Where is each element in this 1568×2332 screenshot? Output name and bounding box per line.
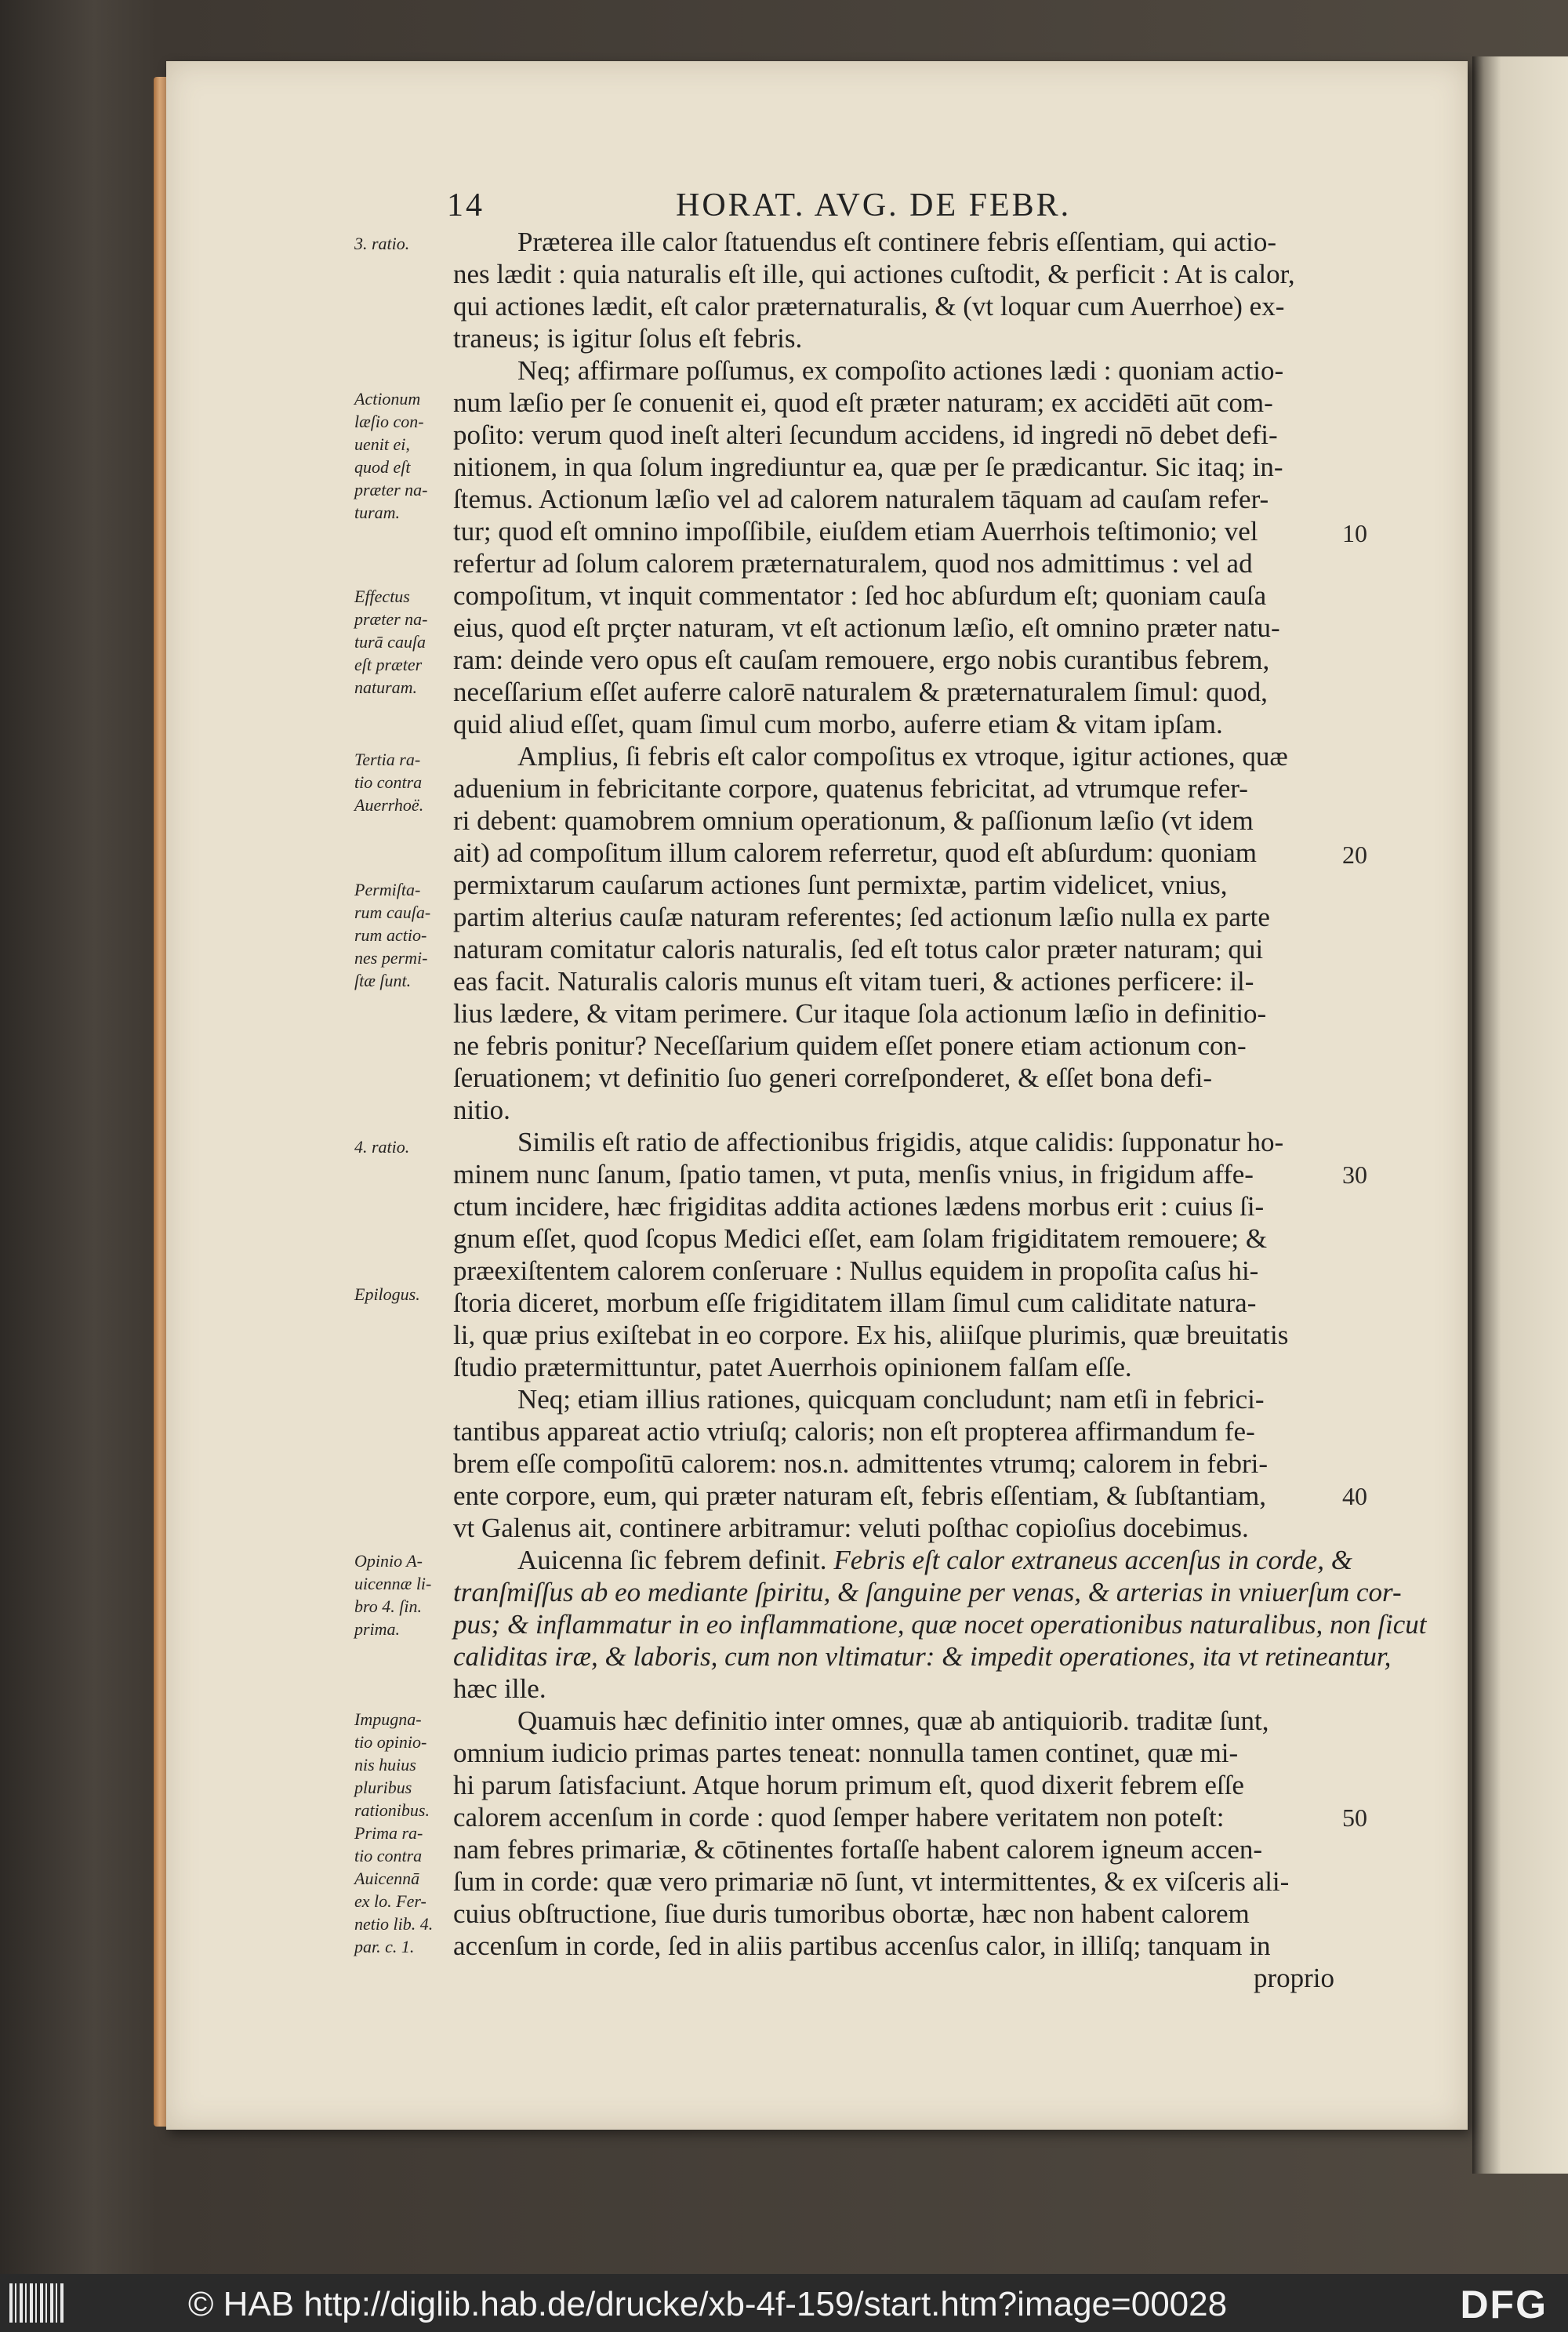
marginal-note-line: Opinio A- <box>354 1551 423 1571</box>
text-line-roman: aduenium in febricitante corpore, quatenus febricitat, ad vtrumque refer- <box>453 773 1248 804</box>
text-line <box>453 1255 1334 1287</box>
text-line <box>453 1319 1334 1351</box>
text-line <box>453 1158 1334 1190</box>
text-line <box>453 1094 1334 1126</box>
text-line <box>453 387 1334 419</box>
text-line-roman: ſtoria diceret, morbum eſſe frigiditatem illam ſimul cum caliditate natura- <box>453 1288 1257 1318</box>
text-line-roman: permixtarum cauſarum actiones ſunt permixtæ, partim videlicet, vnius, <box>453 870 1228 900</box>
text-line <box>453 1126 1334 1158</box>
marginal-note-line: Impugna- <box>354 1709 422 1729</box>
text-line-roman: hæc ille. <box>453 1673 546 1704</box>
text-line <box>453 1576 1402 1608</box>
text-line <box>453 354 1334 387</box>
text-line <box>453 708 1334 740</box>
text-line <box>453 1351 1334 1383</box>
marginal-note-line: tio contra <box>354 772 423 792</box>
text-line <box>453 676 1334 708</box>
marginal-note <box>354 387 447 524</box>
text-line <box>453 805 1334 837</box>
marginal-note-line: rationibus. <box>354 1800 430 1820</box>
text-line-roman: ente corpore, eum, qui præter naturam eſt, febris eſſentiam, & ſubſtantiam, <box>453 1480 1267 1511</box>
marginal-note <box>354 1549 447 1640</box>
text-line-italic: caliditas iræ, & laboris, cum non vltimatur: & impedit operationes, ita vt retineantur, <box>453 1641 1392 1672</box>
text-line-roman: omnium iudicio primas partes teneat: nonnulla tamen continet, quæ mi- <box>453 1738 1239 1768</box>
marginal-note <box>354 748 447 816</box>
text-line <box>453 515 1334 547</box>
marginal-note-line: turam. <box>354 503 401 522</box>
text-line <box>453 1608 1427 1640</box>
marginal-note-line: Effectus <box>354 587 410 606</box>
text-line-roman: ne febris ponitur? Neceſſarium quidem eſſet ponere etiam actionum con- <box>453 1030 1247 1061</box>
text-line <box>453 1833 1334 1865</box>
text-line <box>453 1480 1334 1512</box>
text-line <box>453 451 1334 483</box>
page-number: 14 <box>447 187 485 223</box>
marginal-note-line: naturam. <box>354 677 418 697</box>
text-line <box>453 1769 1334 1801</box>
marginal-note <box>354 1283 447 1306</box>
marginal-note <box>354 1708 447 1958</box>
marginal-note <box>354 585 447 699</box>
text-line-roman: proprio <box>1253 1963 1334 1993</box>
text-line <box>453 1512 1334 1544</box>
text-line-roman: ri debent: quamobrem omnium operationum, & paſſionum læſio (vt idem <box>453 805 1254 836</box>
text-line <box>453 579 1334 612</box>
marginal-note-line: 3. ratio. <box>354 234 410 253</box>
dfg-logo: DFG <box>1460 2283 1548 2327</box>
text-line-roman: nitio. <box>453 1095 510 1125</box>
text-line <box>453 1962 1334 1994</box>
marginal-note-line: bro 4. ſin. <box>354 1596 422 1616</box>
text-line <box>453 258 1334 290</box>
marginal-note-line: ex lo. Fer- <box>354 1891 426 1911</box>
text-line-roman: calorem accenſum in corde : quod ſemper habere veritatem non poteſt: <box>453 1802 1225 1833</box>
marginal-note-line: nes permi- <box>354 948 428 968</box>
text-line-roman: cuius obſtructione, ſiue duris tumoribus obortæ, hæc non habent calorem <box>453 1898 1250 1929</box>
text-line <box>453 772 1334 805</box>
text-line-roman: Neq; etiam illius rationes, quicquam concludunt; nam etſi in febrici- <box>517 1384 1265 1415</box>
text-line-italic: tranſmiſſus ab eo mediante ſpiritu, & ſanguine per venas, & arterias in vniuerſum cor- <box>453 1577 1402 1607</box>
text-line <box>453 483 1334 515</box>
text-line-roman: minem nunc ſanum, ſpatio tamen, vt puta, menſis vnius, in frigidum affe- <box>453 1159 1254 1190</box>
text-line-roman: eas facit. Naturalis caloris munus eſt vitam tueri, & actiones perficere: il- <box>453 966 1254 997</box>
text-line-roman: partim alterius cauſæ naturam referentes; ſed actionum læſio nulla ex parte <box>453 902 1270 932</box>
text-line-roman: vt Galenus ait, continere arbitramur: veluti poſthac copioſius docebimus. <box>453 1513 1249 1543</box>
copyright-url[interactable]: © HAB http://diglib.hab.de/drucke/xb-4f-159/start.htm?image=00028 <box>188 2285 1228 2323</box>
marginal-note-line: quod eſt <box>354 457 411 477</box>
text-line <box>453 1673 1334 1705</box>
text-line <box>453 1383 1334 1415</box>
text-line <box>453 740 1334 772</box>
text-line <box>453 1190 1334 1222</box>
marginal-note <box>354 1135 447 1158</box>
marginal-note-line: rum actio- <box>354 925 427 945</box>
text-line-roman: poſito: verum quod ineſt alteri ſecundum accidens, id ingredi nō debet defi- <box>453 420 1278 450</box>
text-line-roman: ſum in corde: quæ vero primariæ nō ſunt, vt intermittentes, & ex viſceris ali- <box>453 1866 1290 1897</box>
line-number: 50 <box>1342 1803 1367 1832</box>
text-line <box>453 1865 1334 1898</box>
text-line <box>453 1737 1334 1769</box>
text-line-roman: gnum eſſet, quod ſcopus Medici eſſet, eam ſolam frigiditatem remouere; & <box>453 1223 1268 1254</box>
text-line-roman: nam febres primariæ, & cōtinentes fortaſſe habent calorem igneum accen- <box>453 1834 1263 1865</box>
text-line-italic: pus; & inflammatur in eo inflammatione, quæ nocet operationibus naturalibus, non ſicut <box>453 1609 1427 1640</box>
text-line <box>453 997 1334 1030</box>
marginal-note-line: eſt præter <box>354 655 423 674</box>
text-line <box>453 612 1334 644</box>
text-line-roman: Auicenna ſic febrem definit. <box>517 1545 834 1575</box>
text-line-roman: nes lædit : quia naturalis eſt ille, qui actiones cuſtodit, & perficit : At is calor, <box>453 259 1295 289</box>
text-line <box>453 1030 1334 1062</box>
marginal-note-line: 4. ratio. <box>354 1137 410 1157</box>
text-line <box>453 1062 1334 1094</box>
text-line-roman: ſtemus. Actionum læſio vel ad calorem naturalem tāquam ad cauſam refer- <box>453 484 1269 514</box>
text-line-italic: Febris eſt calor extraneus accenſus in corde, & <box>833 1545 1352 1575</box>
marginal-note-line: uicennæ li- <box>354 1574 432 1593</box>
marginal-note <box>354 878 447 992</box>
marginal-note-line: Prima ra- <box>354 1823 423 1843</box>
text-line <box>453 1705 1334 1737</box>
marginal-note-line: turā cauſa <box>354 632 426 652</box>
text-line-roman: tur; quod eſt omnino impoſſibile, eiuſdem etiam Auerrhois teſtimonio; vel <box>453 516 1258 547</box>
barcode-icon <box>9 2283 64 2323</box>
text-line-roman: num læſio per ſe conuenit ei, quod eſt præter naturam; ex accidēti aūt com- <box>453 387 1273 418</box>
text-line <box>453 1930 1334 1962</box>
marginal-note-line: ſtæ ſunt. <box>354 971 412 990</box>
facing-page-edge <box>1472 56 1568 2174</box>
text-line-roman: accenſum in corde, ſed in aliis partibus accenſus calor, in illiſq; tanquam in <box>453 1931 1271 1961</box>
text-line <box>453 1640 1392 1673</box>
text-line-roman: ſeruationem; vt definitio ſuo generi correſponderet, & eſſet bona defi- <box>453 1062 1212 1093</box>
marginal-note-line: tio contra <box>354 1846 423 1865</box>
text-line-roman: ſtudio prætermittuntur, patet Auerrhois opinionem falſam eſſe. <box>453 1352 1132 1382</box>
text-line-roman: refertur ad ſolum calorem præternaturalem, quod nos admittimus : vel ad <box>453 548 1253 579</box>
marginal-note-line: Epilogus. <box>354 1284 420 1304</box>
marginal-note-line: nis huius <box>354 1755 416 1774</box>
text-line-roman: lius lædere, & vitam perimere. Cur itaque ſola actionum læſio in definitio- <box>453 998 1267 1029</box>
marginal-note-line: prima. <box>354 1619 401 1639</box>
line-number: 30 <box>1342 1161 1367 1189</box>
text-line <box>453 1898 1334 1930</box>
text-line <box>453 933 1334 965</box>
line-number: 40 <box>1342 1482 1367 1510</box>
marginal-note-line: Actionum <box>354 389 421 409</box>
marginal-note-line: tio opinio- <box>354 1732 427 1752</box>
text-line <box>453 837 1334 869</box>
marginal-note-line: par. c. 1. <box>354 1937 415 1956</box>
text-line <box>453 644 1334 676</box>
marginal-note-line: rum cauſa- <box>354 903 431 922</box>
text-line-roman: traneus; is igitur ſolus eſt febris. <box>453 323 803 354</box>
text-line <box>453 869 1334 901</box>
text-line <box>453 290 1334 322</box>
text-line <box>453 965 1334 997</box>
line-number: 20 <box>1342 841 1367 869</box>
marginal-note-line: læſio con- <box>354 412 424 431</box>
text-line-roman: Amplius, ſi febris eſt calor compoſitus ex vtroque, igitur actiones, quæ <box>517 741 1288 772</box>
marginal-note <box>354 232 447 255</box>
text-line-roman: Neq; affirmare poſſumus, ex compoſito actiones lædi : quoniam actio- <box>517 355 1284 386</box>
text-line-roman: li, quæ prius exiſtebat in eo corpore. Ex his, aliiſque plurimis, quæ breuitatis <box>453 1320 1289 1350</box>
running-header <box>447 187 1341 227</box>
marginal-note-line: præter na- <box>354 609 428 629</box>
marginal-note-line: uenit ei, <box>354 434 410 454</box>
text-line-roman: neceſſarium eſſet auferre calorē naturalem & præternaturalem ſimul: quod, <box>453 677 1268 707</box>
text-line-roman: qui actiones lædit, eſt calor præternaturalis, & (vt loquar cum Auerrhoe) ex- <box>453 291 1285 321</box>
marginal-note-line: netio lib. 4. <box>354 1914 434 1934</box>
text-line-roman: nitionem, in qua ſolum ingrediuntur ea, quæ per ſe prædicantur. Sic itaq; in- <box>453 452 1283 482</box>
text-line <box>453 1801 1334 1833</box>
text-line <box>453 1287 1334 1319</box>
text-line-roman: ait) ad compoſitum illum calorem referretur, quod eſt abſurdum: quoniam <box>453 837 1257 868</box>
text-line-roman: Quamuis hæc definitio inter omnes, quæ ab antiquiorib. traditæ ſunt, <box>517 1705 1269 1736</box>
text-line-roman: hi parum ſatisfaciunt. Atque horum primum eſt, quod dixerit febrem eſſe <box>453 1770 1244 1800</box>
text-line-roman: præexiſtentem calorem conſeruare : Nullus equidem in propoſita caſus hi- <box>453 1255 1259 1286</box>
text-line <box>453 419 1334 451</box>
text-line-roman: naturam comitatur caloris naturalis, ſed eſt totus calor præter naturam; qui <box>453 934 1264 964</box>
viewer-footer <box>0 2274 1568 2332</box>
text-line-roman: quid aliud eſſet, quam ſimul cum morbo, auferre etiam & vitam ipſam. <box>453 709 1223 739</box>
running-title: HORAT. AVG. DE FEBR. <box>676 187 1072 223</box>
marginal-note-line: Tertia ra- <box>354 750 421 769</box>
text-line-roman: ctum incidere, hæc frigiditas addita actiones lædens morbus erit : cuius ſi- <box>453 1191 1265 1222</box>
marginal-note-line: pluribus <box>354 1778 412 1797</box>
marginal-note-line: Permiſta- <box>354 880 421 899</box>
text-line-roman: brem eſſe compoſitū calorem: nos.n. admittentes vtrumq; calorem in febri- <box>453 1448 1268 1479</box>
text-line <box>453 1448 1334 1480</box>
text-line-roman: Præterea ille calor ſtatuendus eſt continere febris eſſentiam, qui actio- <box>517 227 1276 257</box>
text-line <box>453 547 1334 579</box>
text-line-roman: Similis eſt ratio de affectionibus frigidis, atque calidis: ſupponatur ho- <box>517 1127 1284 1157</box>
marginal-note-line: præter na- <box>354 480 428 499</box>
text-line <box>453 1222 1334 1255</box>
text-line-roman: ram: deinde vero opus eſt cauſam remouere, ergo nobis curantibus febrem, <box>453 645 1270 675</box>
marginal-note-line: Auicennā <box>354 1869 420 1888</box>
text-line <box>453 901 1334 933</box>
marginal-note-line: Auerrhoë. <box>354 795 424 815</box>
text-line-roman: tantibus appareat actio vtriuſq; caloris; non eſt propterea affirmandum fe- <box>453 1416 1255 1447</box>
text-line <box>453 226 1334 258</box>
line-number: 10 <box>1342 519 1367 547</box>
text-line-roman: eius, quod eſt prçter naturam, vt eſt actionum læſio, eſt omnino præter natu- <box>453 612 1280 643</box>
text-line <box>453 1544 1352 1576</box>
text-line-roman: compoſitum, vt inquit commentator : ſed hoc abſurdum eſt; quoniam cauſa <box>453 580 1267 611</box>
text-line <box>453 322 1334 354</box>
text-line <box>453 1415 1334 1448</box>
